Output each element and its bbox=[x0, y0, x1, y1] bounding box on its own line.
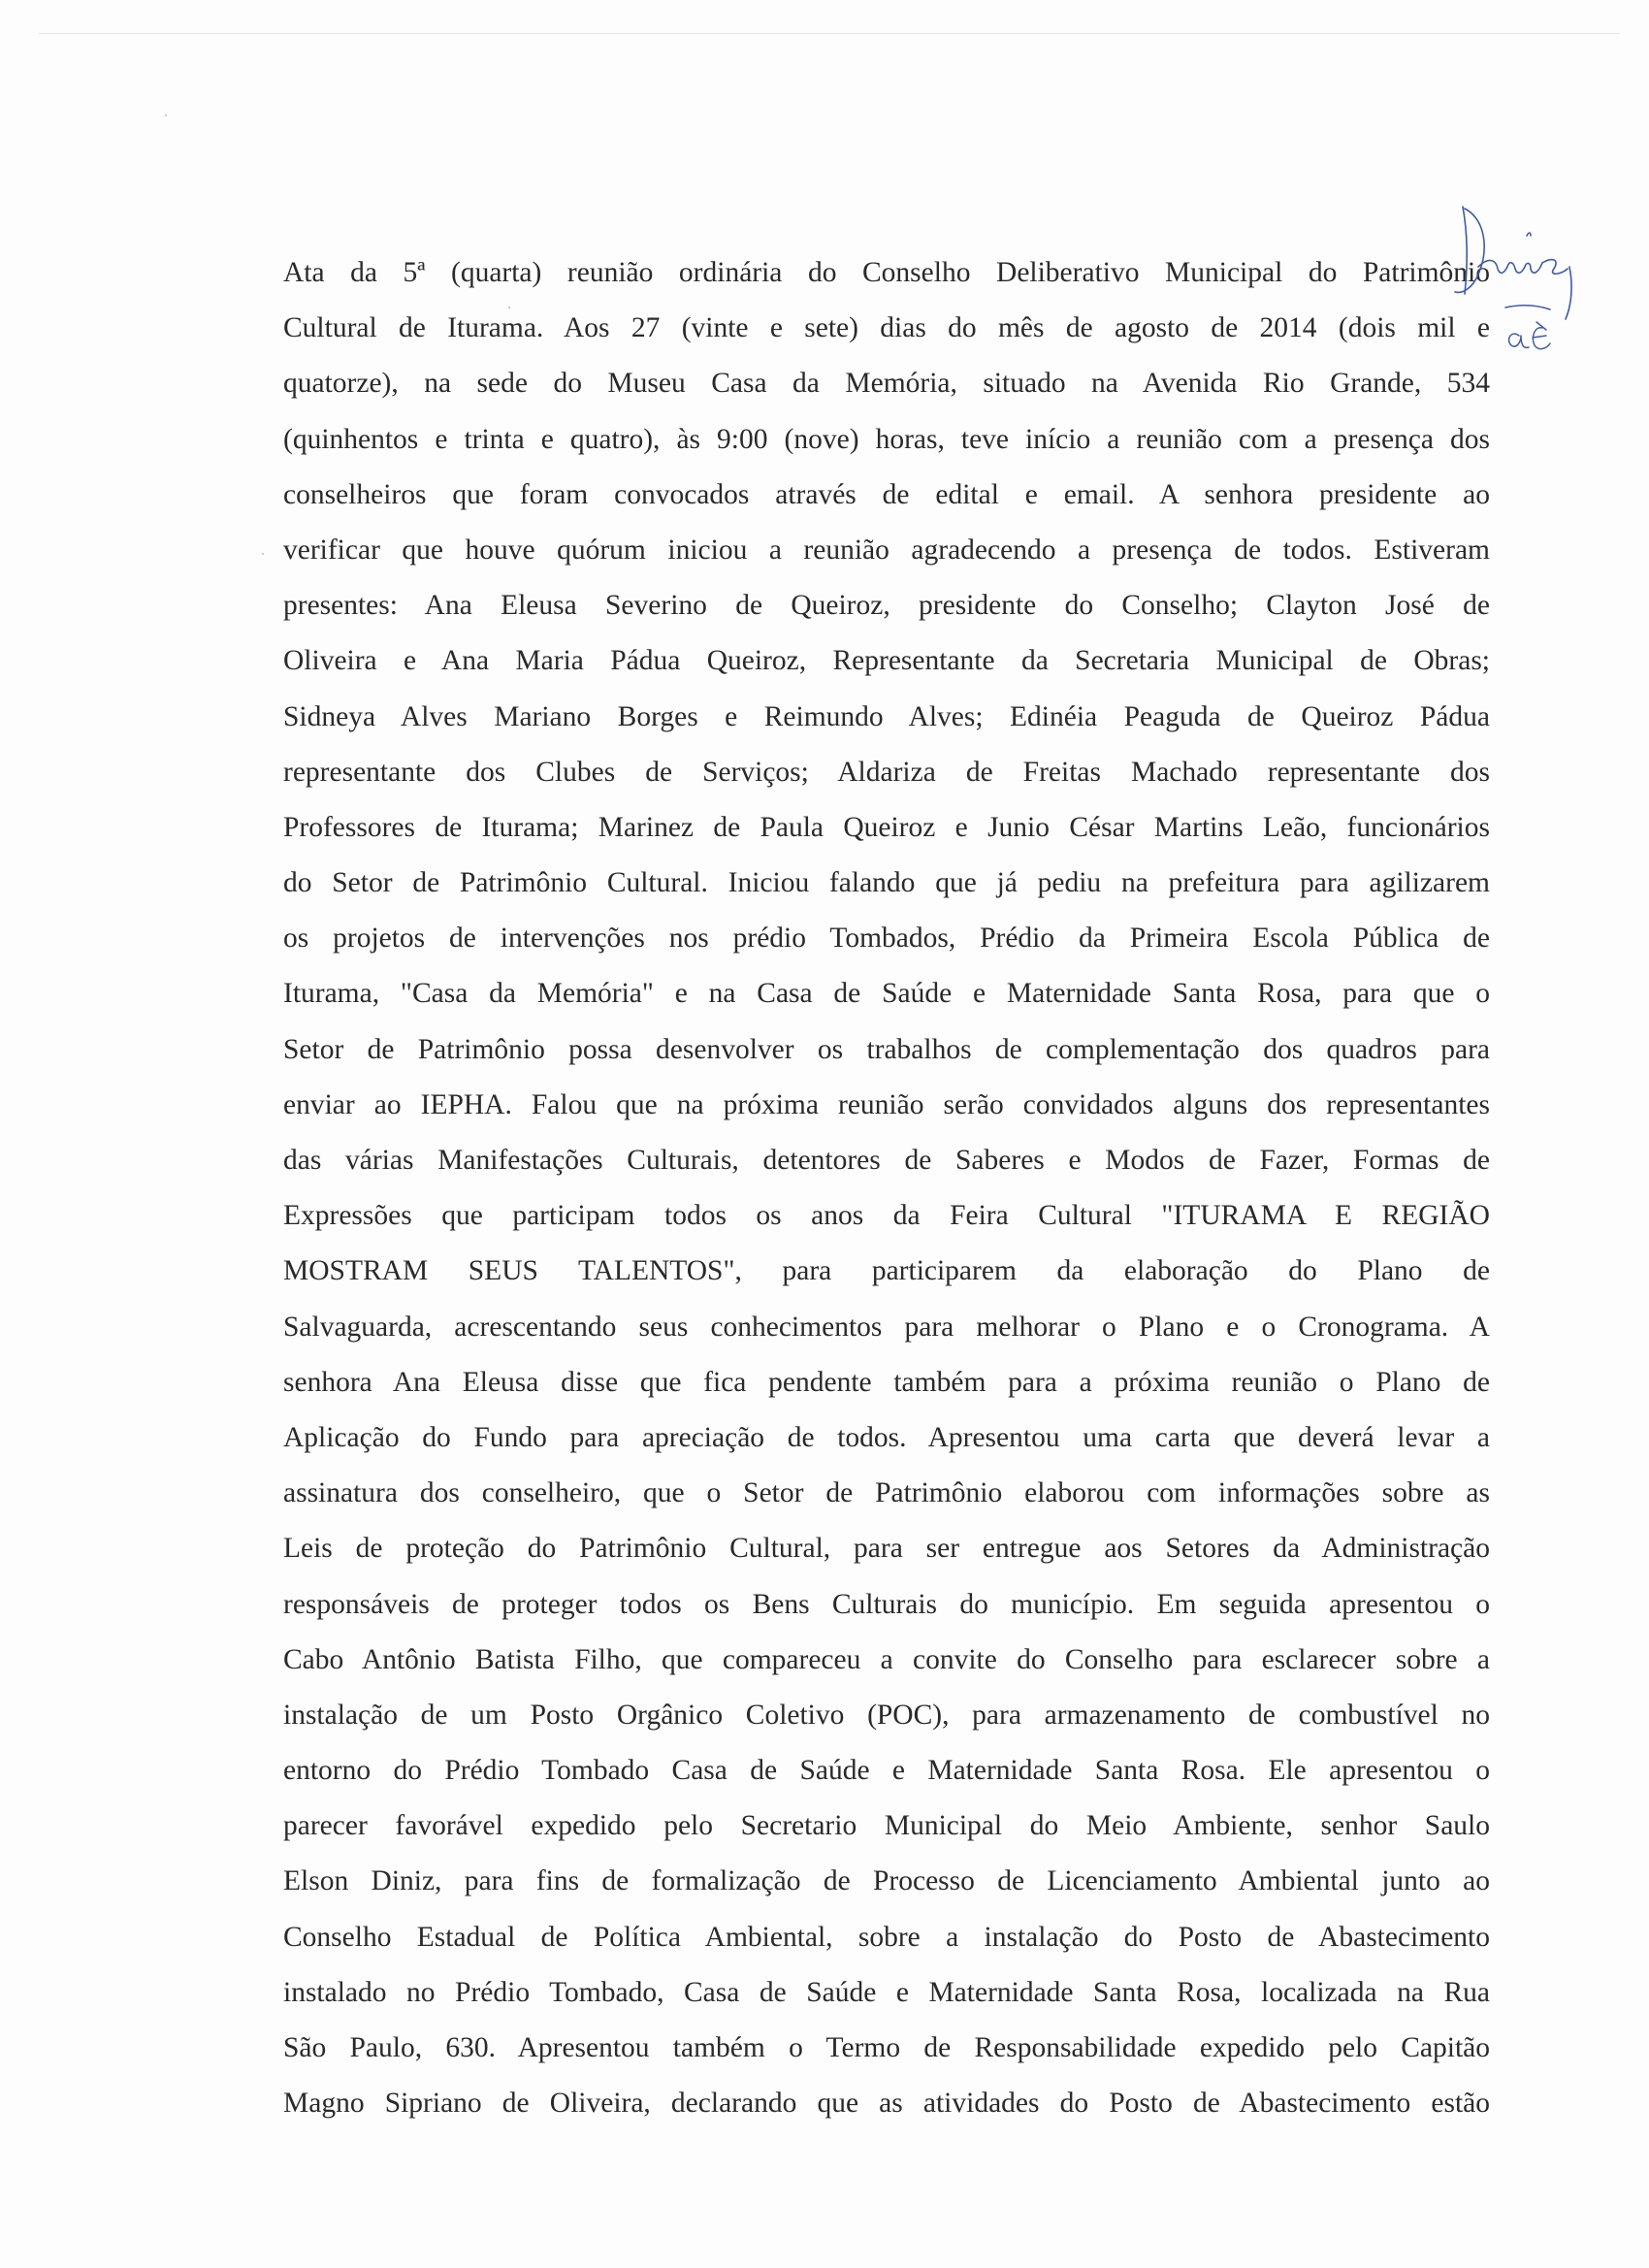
text-line: Conselho Estadual de Política Ambiental, sobre a instalação do Posto de Abastecimento bbox=[283, 1921, 1490, 1953]
text-line: Sidneya Alves Mariano Borges e Reimundo Alves; Edinéia Peaguda de Queiroz Pádua bbox=[283, 700, 1490, 732]
text-line: Aplicação do Fundo para apreciação de todos. Apresentou uma carta que deverá levar a bbox=[283, 1421, 1490, 1453]
handwritten-signature bbox=[1445, 199, 1591, 325]
text-line: São Paulo, 630. Apresentou também o Termo de Responsabilidade expedido pelo Capitão bbox=[283, 2032, 1490, 2063]
text-line: verificar que houve quórum iniciou a reunião agradecendo a presença de todos. Estiveram bbox=[283, 534, 1490, 566]
text-line: Oliveira e Ana Maria Pádua Queiroz, Representante da Secretaria Municipal de Obras; bbox=[283, 645, 1490, 677]
text-line: Magno Sipriano de Oliveira, declarando que as atividades do Posto de Abastecimento estão bbox=[283, 2088, 1490, 2120]
text-line: Cultural de Iturama. Aos 27 (vinte e sete) dias do mês de agosto de 2014 (dois mil e bbox=[283, 312, 1490, 344]
text-line: presentes: Ana Eleusa Severino de Queiroz, presidente do Conselho; Clayton José de bbox=[283, 590, 1490, 622]
text-line: parecer favorável expedido pelo Secretario Municipal do Meio Ambiente, senhor Saulo bbox=[283, 1810, 1490, 1842]
text-line: quatorze), na sede do Museu Casa da Memória, situado na Avenida Rio Grande, 534 bbox=[283, 368, 1490, 400]
text-line: assinatura dos conselheiro, que o Setor de Patrimônio elaborou com informações sobre as bbox=[283, 1477, 1490, 1509]
scan-speck bbox=[508, 307, 510, 308]
handwritten-initials bbox=[1502, 308, 1560, 357]
text-line: Elson Diniz, para fins de formalização de Processo de Licenciamento Ambiental junto ao bbox=[283, 1865, 1490, 1897]
scan-speck bbox=[262, 553, 264, 555]
text-line: representante dos Clubes de Serviços; Aldariza de Freitas Machado representante dos bbox=[283, 756, 1490, 788]
text-line: do Setor de Patrimônio Cultural. Iniciou falando que já pediu na prefeitura para agilizarem bbox=[283, 867, 1490, 899]
text-line: Setor de Patrimônio possa desenvolver os trabalhos de complementação dos quadros para bbox=[283, 1033, 1490, 1065]
text-line: das várias Manifestações Culturais, detentores de Saberes e Modos de Fazer, Formas de bbox=[283, 1145, 1490, 1176]
text-line: Professores de Iturama; Marinez de Paula Queiroz e Junio César Martins Leão, funcionários bbox=[283, 811, 1490, 843]
text-line: MOSTRAM SEUS TALENTOS", para participarem da elaboração do Plano de bbox=[283, 1255, 1490, 1287]
text-line: instalação de um Posto Orgânico Coletivo (POC), para armazenamento de combustível no bbox=[283, 1699, 1490, 1731]
text-line: (quinhentos e trinta e quatro), às 9:00 (nove) horas, teve início a reunião com a presença dos bbox=[283, 423, 1490, 455]
scan-speck bbox=[165, 114, 167, 116]
text-line: enviar ao IEPHA. Falou que na próxima reunião serão convidados alguns dos representantes bbox=[283, 1088, 1490, 1120]
text-line: Leis de proteção do Patrimônio Cultural, para ser entregue aos Setores da Administração bbox=[283, 1533, 1490, 1565]
text-line: instalado no Prédio Tombado, Casa de Saúde e Maternidade Santa Rosa, localizada na Rua bbox=[283, 1976, 1490, 2008]
text-line: os projetos de intervenções nos prédio Tombados, Prédio da Primeira Escola Pública de bbox=[283, 923, 1490, 955]
text-line: conselheiros que foram convocados através de edital e email. A senhora presidente ao bbox=[283, 478, 1490, 510]
text-line: Ata da 5ª (quarta) reunião ordinária do Conselho Deliberativo Municipal do Patrimônio bbox=[283, 257, 1490, 288]
minutes-body bbox=[283, 245, 1490, 2131]
text-line: Salvaguarda, acrescentando seus conhecimentos para melhorar o Plano e o Cronograma. A bbox=[283, 1311, 1490, 1343]
scan-edge-line bbox=[39, 33, 1620, 34]
text-line: Iturama, "Casa da Memória" e na Casa de Saúde e Maternidade Santa Rosa, para que o bbox=[283, 978, 1490, 1010]
text-line: entorno do Prédio Tombado Casa de Saúde e Maternidade Santa Rosa. Ele apresentou o bbox=[283, 1755, 1490, 1787]
text-line: senhora Ana Eleusa disse que fica pendente também para a próxima reunião o Plano de bbox=[283, 1366, 1490, 1398]
text-line: responsáveis de proteger todos os Bens Culturais do município. Em seguida apresentou o bbox=[283, 1588, 1490, 1620]
text-line: Cabo Antônio Batista Filho, que compareceu a convite do Conselho para esclarecer sobre a bbox=[283, 1643, 1490, 1675]
text-line: Expressões que participam todos os anos da Feira Cultural "ITURAMA E REGIÃO bbox=[283, 1200, 1490, 1232]
